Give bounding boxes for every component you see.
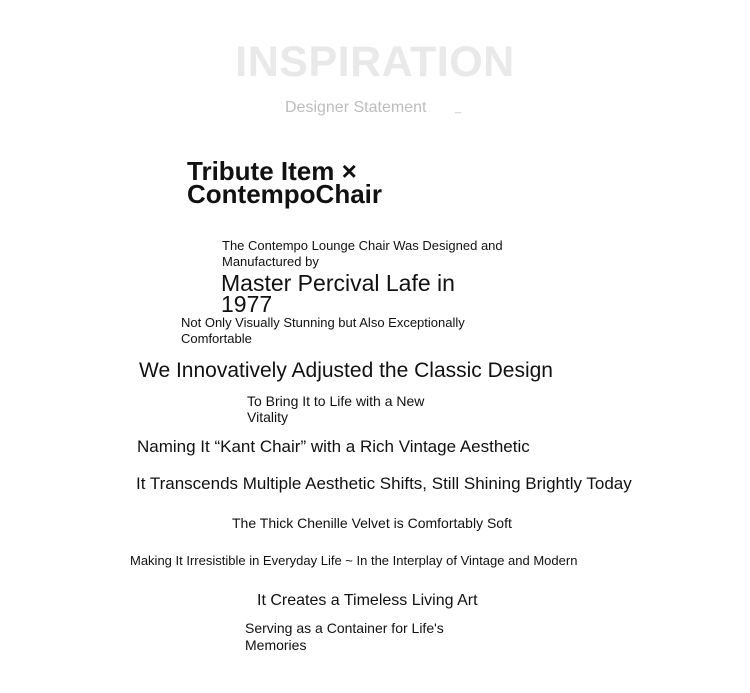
statement-line-3: Not Only Visually Stunning but Also Exceptionally Comfortable <box>181 315 465 346</box>
subheading-mark: _ <box>455 102 462 114</box>
statement-title: Tribute Item × ContempoChair <box>187 156 382 209</box>
statement-line-1: The Contempo Lounge Chair Was Designed and Manufactured by <box>222 238 503 269</box>
statement-line-10: It Creates a Timeless Living Art <box>257 592 478 609</box>
statement-line-4: We Innovatively Adjusted the Classic Design <box>139 359 553 382</box>
statement-line-11: Serving as a Container for Life's Memories <box>245 620 444 653</box>
statement-line-2: Master Percival Lafe in 1977 <box>221 270 455 317</box>
statement-line-5: To Bring It to Life with a New Vitality <box>247 393 425 425</box>
page-heading: INSPIRATION <box>235 38 515 86</box>
statement-line-7: It Transcends Multiple Aesthetic Shifts, Still Shining Brightly Today <box>136 474 632 493</box>
page-subheading: Designer Statement <box>285 99 427 116</box>
statement-line-9: Making It Irresistible in Everyday Life ~ In the Interplay of Vintage and Modern <box>130 553 578 568</box>
statement-line-8: The Thick Chenille Velvet is Comfortably Soft <box>232 515 512 531</box>
statement-line-6: Naming It “Kant Chair” with a Rich Vintage Aesthetic <box>137 437 530 456</box>
